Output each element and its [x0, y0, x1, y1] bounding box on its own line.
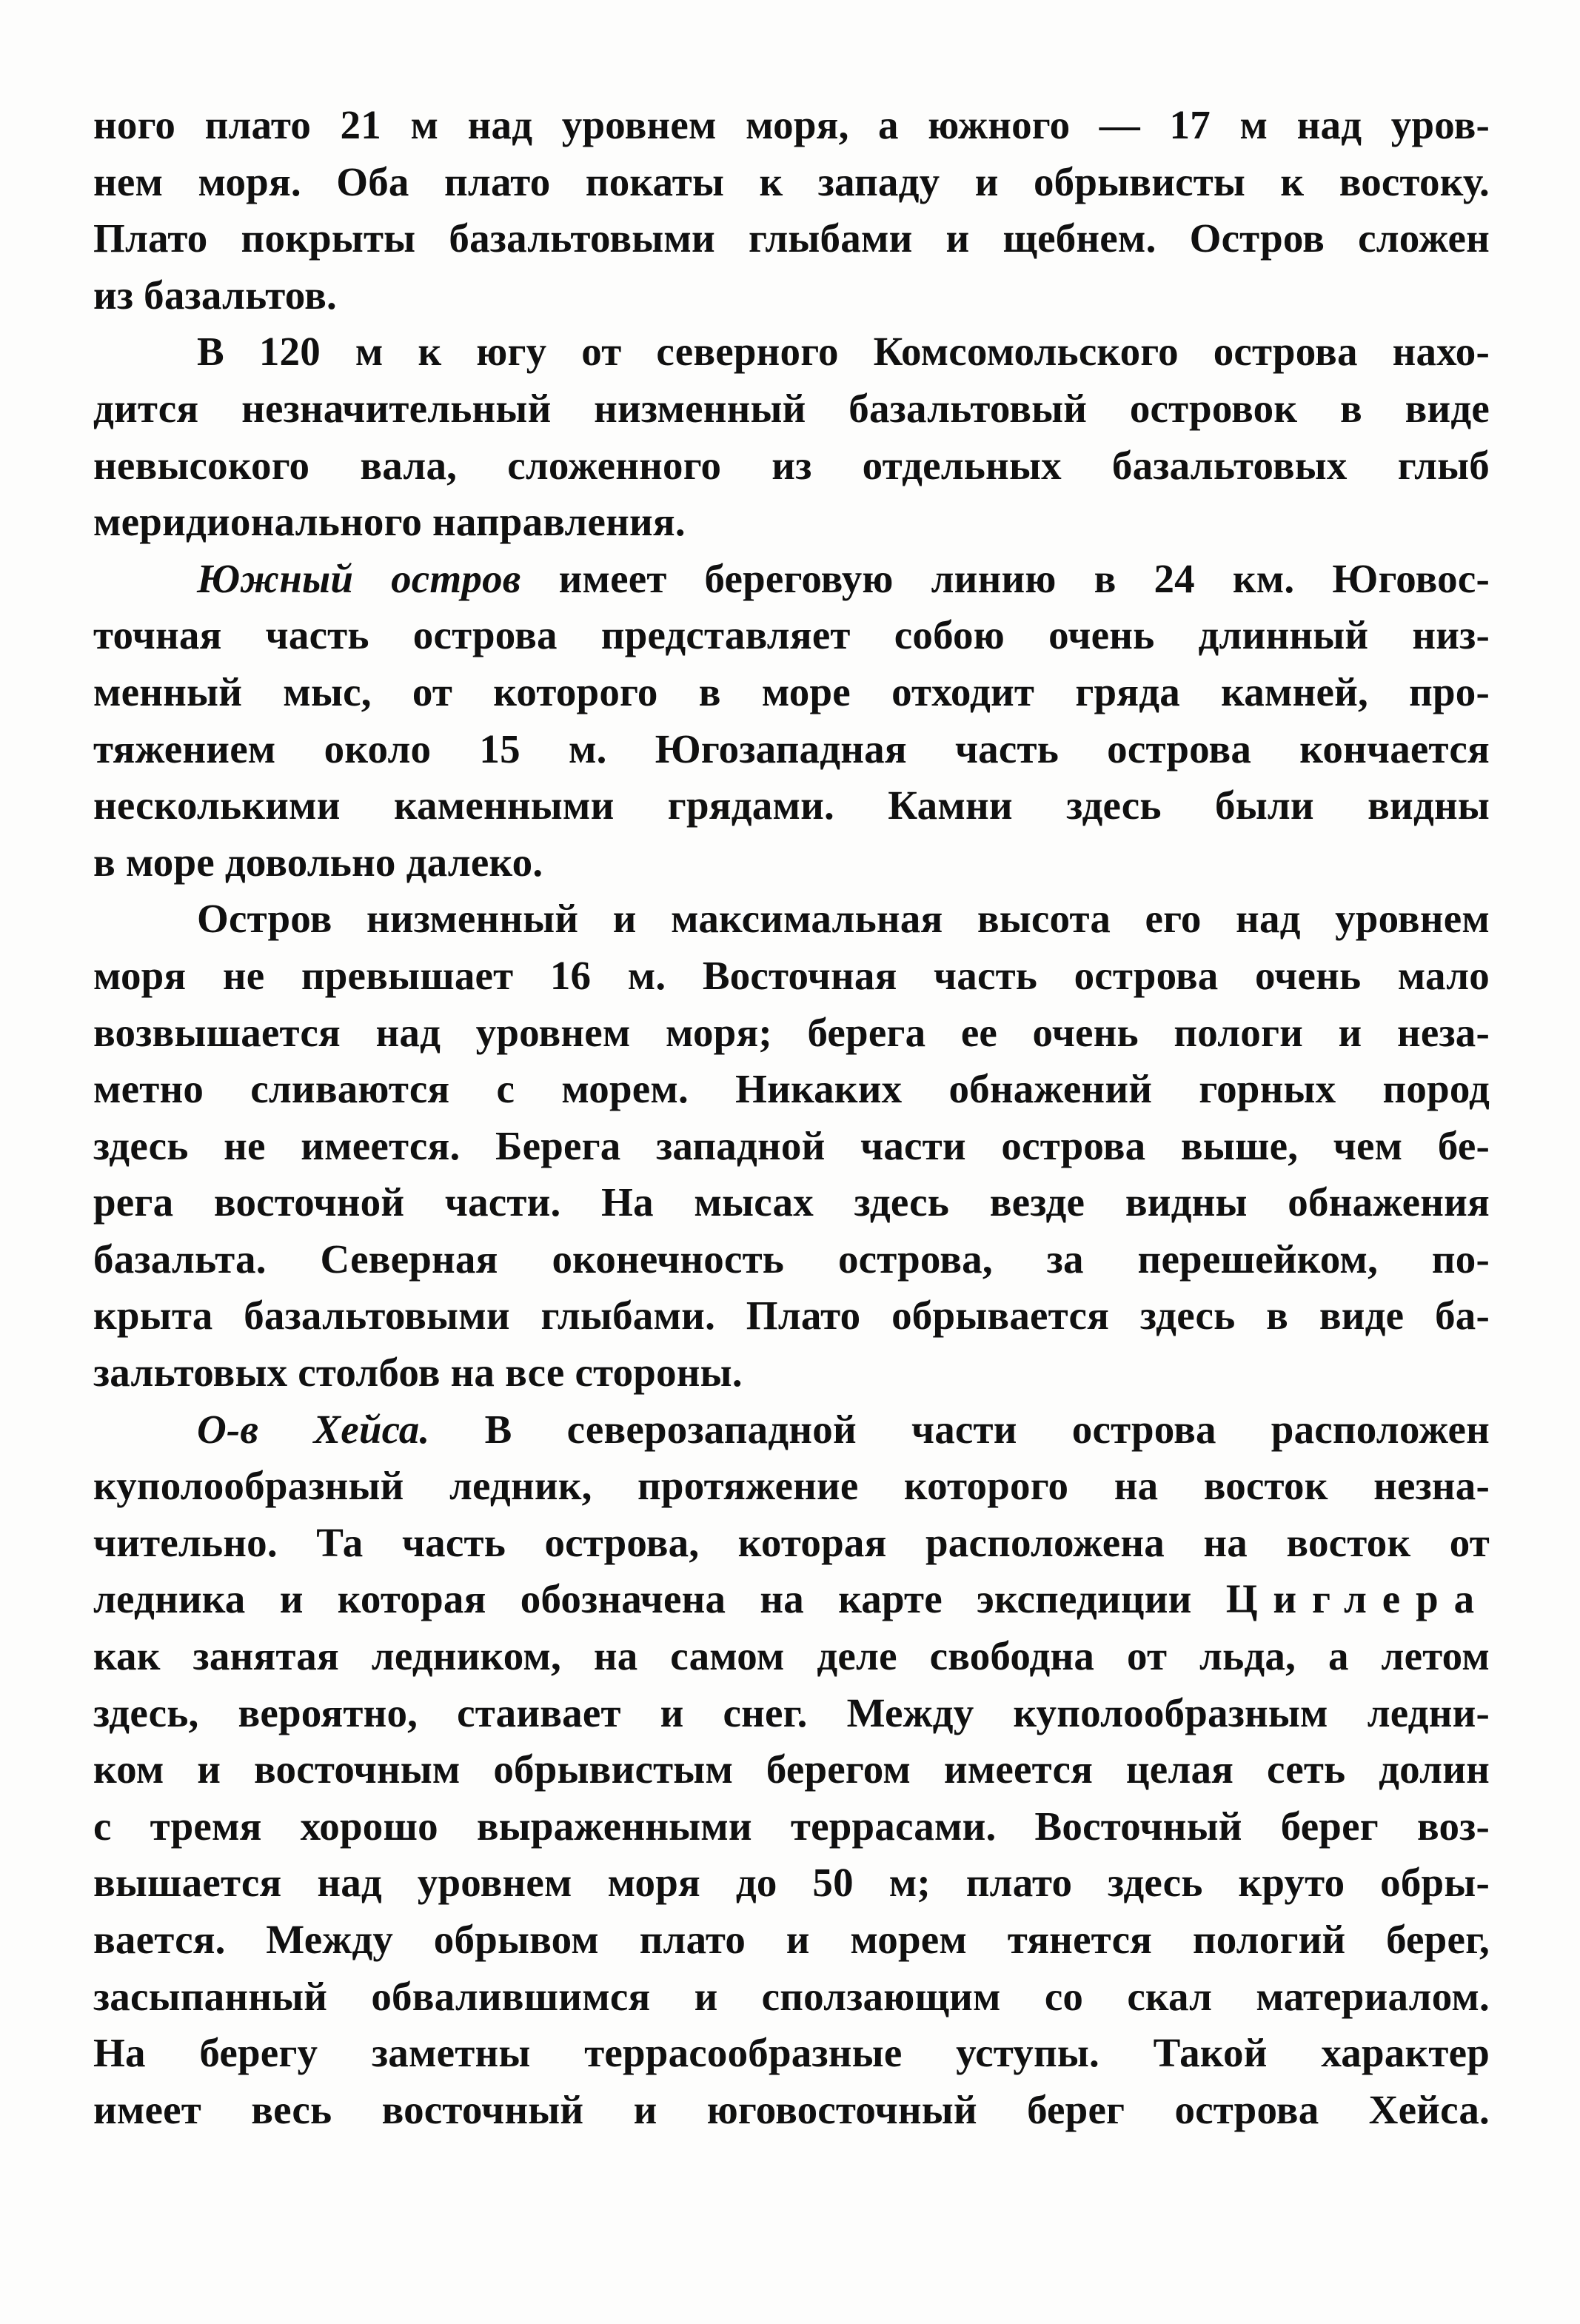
- text-run: метно сливаются с морем. Никаких обнажений горных пород: [93, 1066, 1490, 1112]
- text-line: [93, 777, 1490, 834]
- text-run: вышается над уровнем моря до 50 м; плато здесь круто обры-: [93, 1860, 1490, 1906]
- text-line: [93, 267, 1490, 324]
- text-run-italic: Южный остров: [197, 555, 521, 601]
- text-run: невысокого вала, сложенного из отдельных базальтовых глыб: [93, 442, 1490, 488]
- text-run: крыта базальтовыми глыбами. Плато обрывается здесь в виде ба-: [93, 1293, 1490, 1339]
- text-run: ледника и которая обозначена на карте экспедиции: [93, 1576, 1226, 1622]
- text-run: базальта. Северная оконечность острова, за перешейком, по-: [93, 1236, 1490, 1282]
- paragraph: [93, 1402, 1490, 2139]
- text-run: в море довольно далеко.: [93, 839, 543, 885]
- paragraph: [93, 891, 1490, 1401]
- paragraph: [93, 97, 1490, 324]
- text-run: вается. Между обрывом плато и морем тянется пологий берег,: [93, 1917, 1490, 1962]
- text-line: [93, 97, 1490, 154]
- text-run: возвышается над уровнем моря; берега ее очень пологи и неза-: [93, 1009, 1490, 1055]
- text-line: [93, 1005, 1490, 1062]
- text-run-italic: О-в Хейса.: [197, 1406, 430, 1452]
- text-run-spaced: Циглера: [1225, 1576, 1490, 1622]
- text-line: [93, 1118, 1490, 1175]
- text-line: [93, 551, 1490, 608]
- text-line: [93, 664, 1490, 721]
- text-run: менный мыс, от которого в море отходит гряда камней, про-: [93, 669, 1490, 714]
- text-line: [93, 1231, 1490, 1288]
- text-line: [93, 1628, 1490, 1685]
- text-run: В северозападной части острова расположен: [429, 1406, 1490, 1452]
- text-line: [93, 1515, 1490, 1572]
- text-run: Плато покрыты базальтовыми глыбами и щебнем. Остров сложен: [93, 215, 1490, 261]
- text-line: [93, 1344, 1490, 1402]
- text-line: [93, 1174, 1490, 1231]
- text-line: [93, 1798, 1490, 1855]
- text-line: [93, 381, 1490, 438]
- text-line: [93, 1458, 1490, 1515]
- text-run: из базальтов.: [93, 272, 337, 318]
- text-run: точная часть острова представляет собою очень длинный низ-: [93, 612, 1490, 658]
- paragraph: [93, 324, 1490, 550]
- text-run: В 120 м к югу от северного Комсомольского острова нахо-: [197, 329, 1490, 375]
- text-line: [93, 607, 1490, 664]
- text-run: тяжением около 15 м. Югозападная часть острова кончается: [93, 726, 1490, 771]
- text-run: моря не превышает 16 м. Восточная часть острова очень мало: [93, 952, 1490, 998]
- text-line: [93, 154, 1490, 211]
- text-run: На берегу заметны террасообразные уступы. Такой характер: [93, 2030, 1490, 2076]
- text-line: [93, 1402, 1490, 1459]
- text-line: [93, 834, 1490, 891]
- paragraph: [93, 551, 1490, 891]
- text-run: несколькими каменными грядами. Камни здесь были видны: [93, 783, 1490, 828]
- text-run: зальтовых столбов на все стороны.: [93, 1350, 743, 1396]
- text-run: здесь не имеется. Берега западной части острова выше, чем бе-: [93, 1122, 1490, 1168]
- text-run: чительно. Та часть острова, которая расположена на восток от: [93, 1519, 1490, 1565]
- text-run: Остров низменный и максимальная высота его над уровнем: [197, 896, 1490, 942]
- text-line: [93, 1912, 1490, 1969]
- text-line: [93, 1969, 1490, 2026]
- text-line: [93, 210, 1490, 267]
- text-line: [93, 2082, 1490, 2139]
- text-line: [93, 948, 1490, 1005]
- text-line: [93, 1855, 1490, 1912]
- text-run: здесь, вероятно, стаивает и снег. Между куполообразным ледни-: [93, 1690, 1490, 1735]
- text-line: [93, 1685, 1490, 1742]
- text-run: с тремя хорошо выраженными террасами. Восточный берег воз-: [93, 1803, 1490, 1849]
- text-run: ком и восточным обрывистым берегом имеется целая сеть долин: [93, 1747, 1490, 1792]
- text-run: имеет весь восточный и юговосточный берег острова Хейса.: [93, 2086, 1490, 2132]
- text-run: засыпанный обвалившимся и сползающим со скал материалом.: [93, 1973, 1490, 2019]
- text-run: ного плато 21 м над уровнем моря, а южного — 17 м над уров-: [93, 102, 1490, 147]
- text-line: [93, 891, 1490, 948]
- text-run: как занятая ледником, на самом деле свободна от льда, а летом: [93, 1633, 1490, 1679]
- text-run: куполообразный ледник, протяжение которого на восток незна-: [93, 1463, 1490, 1509]
- text-line: [93, 1741, 1490, 1798]
- text-line: [93, 721, 1490, 778]
- text-line: [93, 1061, 1490, 1118]
- text-run: нем моря. Оба плато покаты к западу и обрывисты к востоку.: [93, 158, 1490, 204]
- text-run: рега восточной части. На мысах здесь везде видны обнажения: [93, 1179, 1490, 1225]
- text-line: [93, 494, 1490, 551]
- text-run: меридионального направления.: [93, 499, 686, 545]
- text-line: [93, 1571, 1490, 1628]
- text-line: [93, 438, 1490, 495]
- text-line: [93, 2025, 1490, 2082]
- text-run: имеет береговую линию в 24 км. Юговос-: [520, 555, 1490, 601]
- text-line: [93, 324, 1490, 381]
- text-line: [93, 1287, 1490, 1344]
- text-run: дится незначительный низменный базальтовый островок в виде: [93, 385, 1490, 431]
